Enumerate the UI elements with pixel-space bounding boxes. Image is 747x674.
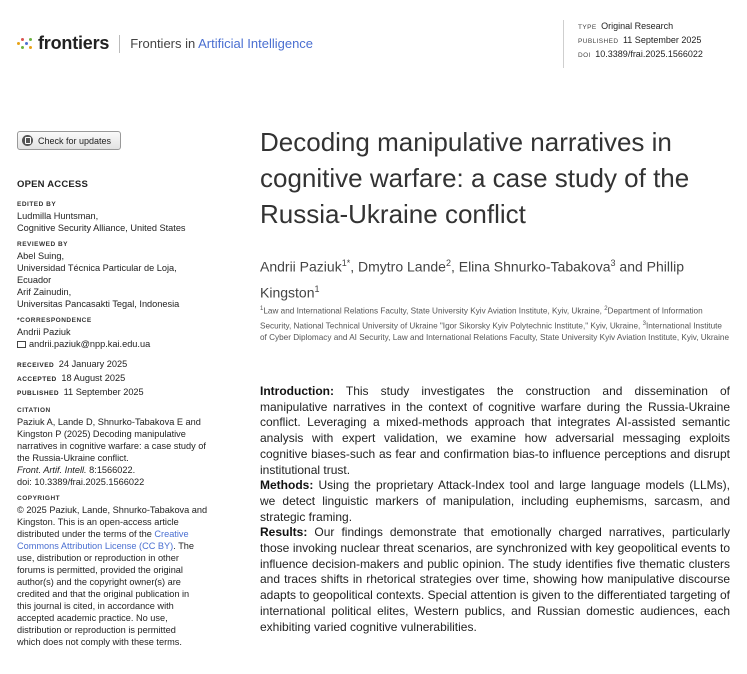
check-updates-label: Check for updates — [38, 135, 112, 146]
copyright-line: Kingston. This is an open-access article — [17, 517, 179, 527]
published-date: 11 September 2025 — [63, 387, 144, 397]
abstract-results — [260, 525, 730, 635]
copyright-license-row-2 — [17, 540, 232, 552]
author-sup: 1* — [341, 258, 351, 268]
citation-journal-row — [17, 464, 232, 476]
reviewer-line: Abel Suing, — [17, 251, 64, 261]
copyright-line: which does not comply with these terms. — [17, 637, 182, 647]
citation-key: CITATION — [17, 407, 51, 414]
citation-doi[interactable]: doi: 10.3389/frai.2025.1566022 — [17, 477, 145, 487]
reviewer-line: Universidad Técnica Particular de Loja, — [17, 263, 177, 273]
received-row — [17, 358, 232, 372]
published-key: PUBLISHED — [17, 390, 60, 397]
article-title: Decoding manipulative narratives in cognitive warfare: a case study of the Russia-Ukraine conflict — [260, 127, 690, 229]
author-name[interactable]: Andrii Paziuk — [260, 258, 342, 275]
reviewer-line: Ecuador — [17, 275, 52, 285]
citation-journal: Front. Artif. Intell. — [17, 465, 87, 475]
license-link[interactable]: Creative — [154, 529, 189, 539]
author-sup: 2 — [445, 258, 451, 268]
copyright-line: distributed under the terms of the — [17, 529, 155, 539]
affiliation: Department of Information Security, National Technical University of Ukraine "Igor Sikorsky Kyiv Polytechnic Institute," Kyiv, Ukraine, — [260, 306, 703, 331]
edited-by-key: EDITED BY — [17, 201, 57, 208]
author-sep: and — [615, 258, 647, 275]
copyright-license-row — [17, 528, 232, 540]
license-link-cont[interactable]: Commons Attribution License (CC BY) — [17, 541, 174, 551]
abstract-label: Results: — [260, 525, 308, 540]
meta-doi[interactable] — [578, 48, 703, 62]
journal-brand — [17, 33, 313, 54]
author-sep: , — [450, 258, 459, 275]
copyright-line: author(s) and the copyright owner(s) are — [17, 577, 181, 587]
editor-line: Cognitive Security Alliance, United States — [17, 223, 186, 233]
copyright-line: this journal is cited, in accordance with — [17, 601, 174, 611]
abstract-text: This study investigates the construction and dissemination of manipulative narratives in the context of cognitive warfare during the Russia-Ukraine conflict. Leveraging a mixed-methods approach that integrates AI-assisted semantic analysis with expert validation, we examine how adversarial messaging exploits cognitive biases-such as fear and confirmation bias-to influence perceptions and disrupt institutional trust. — [260, 384, 730, 477]
correspondence-email[interactable]: andrii.paziuk@npp.kai.edu.ua — [29, 339, 151, 349]
article-dates — [17, 358, 232, 400]
abstract-label: Introduction: — [260, 384, 334, 398]
meta-value[interactable]: 10.3389/frai.2025.1566022 — [595, 49, 703, 59]
copyright-line: use, distribution or reproduction in other — [17, 553, 179, 563]
abstract-methods — [260, 478, 730, 525]
author-name[interactable]: Phillip Kingston — [260, 258, 685, 301]
journal-prefix: Frontiers in — [130, 36, 199, 51]
editor-line: Ludmilla Huntsman, — [17, 211, 99, 221]
author-name[interactable]: Elina Shnurko-Tabakova — [458, 258, 611, 275]
affiliations — [260, 303, 730, 344]
author-sup: 3 — [610, 258, 616, 268]
article-meta — [563, 20, 703, 68]
article-sidebar — [17, 179, 232, 648]
copyright-line: © 2025 Paziuk, Lande, Shnurko-Tabakova and — [17, 505, 208, 515]
published-row — [17, 386, 232, 400]
accepted-key: ACCEPTED — [17, 376, 57, 383]
affil-sup: 3 — [642, 320, 646, 327]
meta-type — [578, 20, 703, 34]
frontiers-logo-icon — [17, 36, 33, 52]
correspondence-name: Andrii Paziuk — [17, 327, 71, 337]
affiliation: International Institute of Cyber Diplomacy and AI Security, Law and International Relations Faculty, State University Kyiv Aviation Institute, Kyiv, Ukraine — [260, 321, 730, 343]
reviewed-by-key: REVIEWED BY — [17, 241, 69, 248]
correspondence-key: *CORRESPONDENCE — [17, 317, 92, 324]
copyright-line: distribution or reproduction is permitted — [17, 625, 176, 635]
accepted-date: 18 August 2025 — [61, 373, 126, 383]
meta-key: TYPE — [578, 24, 597, 31]
copyright-line: forums is permitted, provided the original — [17, 565, 183, 575]
citation-line: the Russia-Ukraine conflict. — [17, 453, 129, 463]
meta-key: DOI — [578, 52, 591, 59]
meta-value: Original Research — [601, 21, 674, 31]
author-list — [260, 252, 730, 303]
citation-line: Kingston P (2025) Decoding manipulative — [17, 429, 186, 439]
journal-accent: Artificial Intelligence — [198, 36, 314, 51]
accepted-row — [17, 372, 232, 386]
check-updates-icon — [22, 135, 33, 146]
frontiers-logo-text: frontiers — [38, 33, 110, 53]
meta-published — [578, 34, 703, 48]
citation-line: narratives in cognitive warfare: a case study of — [17, 441, 206, 451]
copyright-key: COPYRIGHT — [17, 495, 61, 502]
copyright-line: . The — [173, 541, 195, 551]
author-sep: , — [350, 258, 358, 275]
author-sup: 1 — [314, 283, 320, 294]
reviewer-line: Arif Zainudin, — [17, 287, 72, 297]
meta-value: 11 September 2025 — [622, 35, 702, 45]
abstract-label: Methods: — [260, 478, 314, 493]
received-key: RECEIVED — [17, 362, 55, 369]
meta-key: PUBLISHED — [578, 38, 619, 45]
citation-line: Paziuk A, Lande D, Shnurko-Tabakova E and — [17, 417, 201, 427]
copyright-line: credited and that the original publication in — [17, 589, 190, 599]
citation-volume: 8:1566022. — [86, 465, 136, 475]
affiliation: Law and International Relations Faculty, State University Kyiv Aviation Institute, Kyiv, Ukraine, — [263, 306, 602, 316]
copyright-line: accepted academic practice. No use, — [17, 613, 168, 623]
author-name[interactable]: Dmytro Lande — [358, 258, 446, 275]
received-date: 24 January 2025 — [58, 359, 128, 369]
mail-icon — [17, 341, 26, 348]
abstract — [260, 384, 730, 635]
affil-sup: 2 — [604, 306, 608, 312]
abstract-text: Our findings demonstrate that emotionally charged narratives, particularly those invoking nuclear threat scenarios, are synchronized with key geopolitical events to influence decision-makers and public opinion. The study identifies five thematic clusters and traces shifts in rhetorical strategies over time, showing how manipulative discourse adapts to geopolitical contexts. Special attention is given to the differentiated targeting of international political elites, Western publics, and Russian domestic audiences, each exhibiting varied cognitive vulnerabilities. — [260, 525, 730, 634]
brand-divider — [119, 35, 120, 53]
abstract-introduction — [260, 384, 730, 478]
check-for-updates-button[interactable] — [17, 131, 121, 150]
abstract-text: Using the proprietary Attack-Index tool and large language models (LLMs), we detect linguistic markers of manipulation, including euphemisms, sarcasm, and strategic framing. — [260, 478, 730, 524]
correspondence-email-row[interactable] — [17, 338, 232, 350]
journal-name[interactable] — [130, 36, 313, 51]
open-access-label: OPEN ACCESS — [17, 179, 89, 190]
affil-sup: 1 — [260, 306, 264, 312]
reviewer-line: Universitas Pancasakti Tegal, Indonesia — [17, 299, 180, 309]
